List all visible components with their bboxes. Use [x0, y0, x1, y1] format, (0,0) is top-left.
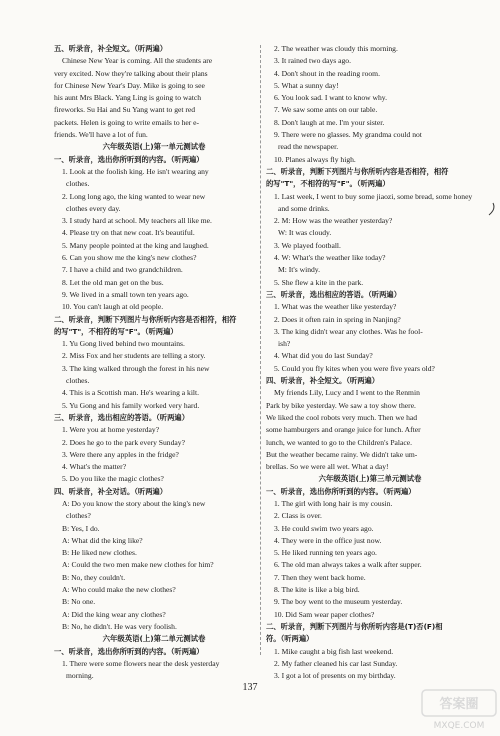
text-line: 4. Please try on that new coat. It's beautiful.: [62, 228, 195, 238]
text-line: and some drinks.: [278, 203, 330, 213]
text-line: B: Yes, I do.: [62, 523, 100, 533]
text-line: 4. W: What's the weather like today?: [274, 253, 386, 263]
text-line: 5. Do you like the magic clothes?: [62, 474, 164, 484]
text-line: 7. Then they went back home.: [274, 572, 366, 582]
text-line: 4. What's the matter?: [62, 462, 127, 472]
text-line: 7. I have a child and two grandchildren.: [62, 265, 183, 275]
text-line: 1. Last week, I went to buy some jiaozi, some bread, some honey: [274, 191, 473, 201]
text-line: 2. Does it often rain in spring in Nanjing?: [274, 314, 401, 324]
text-line: 3. He could swim two years ago.: [274, 523, 374, 533]
section-heading: 的写"T"，不相符的写"F"。（听两遍）: [54, 326, 178, 336]
text-line: 9. There were no glasses. My grandma could not: [274, 130, 422, 140]
text-line: read the newspaper.: [278, 142, 339, 152]
text-line: 5. She flew a kite in the park.: [274, 277, 364, 287]
text-line: Park by bike yesterday. We saw a toy show there.: [266, 400, 416, 410]
text-line: 4. Don't shout in the reading room.: [274, 68, 380, 78]
text-line: 1. Mike caught a big fish last weekend.: [274, 646, 394, 656]
right-column: [266, 43, 474, 682]
text-line: morning.: [66, 671, 94, 681]
text-line: A: Do you know the story about the king's new: [62, 498, 206, 508]
section-heading: 一、听录音，选出你所听到的内容。（听两遍）: [54, 646, 204, 656]
text-line: clothes?: [66, 511, 91, 521]
text-line: clothes.: [66, 376, 90, 386]
text-line: B: No, he didn't. He was very foolish.: [62, 621, 177, 631]
text-line: some hamburgers and orange juice for lunch. After: [266, 425, 421, 435]
text-line: 3. The king didn't wear any clothes. Was he fool-: [274, 326, 423, 336]
text-line: 8. Don't laugh at me. I'm your sister.: [274, 117, 385, 127]
text-line: 2. Does he go to the park every Sunday?: [62, 437, 185, 447]
text-line: his aunt Mrs Black. Yang Ling is going to watch: [54, 93, 202, 103]
pen-mark-icon: [488, 202, 496, 216]
section-heading: 的写"T"，不相符的写"F"。（听两遍）: [266, 179, 390, 189]
text-line: 9. The boy went to the museum yesterday.: [274, 597, 403, 607]
text-line: 3. I study hard at school. My teachers all like me.: [62, 216, 212, 226]
watermark-url: MXQE.COM: [433, 721, 485, 731]
text-line: 5. He liked running ten years ago.: [274, 548, 377, 558]
text-line: 3. I got a lot of presents on my birthday.: [274, 671, 396, 681]
section-heading: 三、听录音，选出相应的答语。（听两遍）: [54, 412, 189, 422]
text-line: A: Did the king wear any clothes?: [62, 609, 166, 619]
section-heading: 五、听录音，补全短文。（听两遍）: [54, 44, 168, 53]
text-line: packets. Helen is going to write emails to her e-: [54, 117, 200, 127]
text-line: 1. There were some flowers near the desk yesterday: [62, 658, 220, 668]
section-heading: 一、听录音，选出你所听到的内容。（听两遍）: [54, 154, 204, 164]
text-line: 4. What did you do last Sunday?: [274, 351, 373, 361]
text-line: very excited. Now they're talking about their plans: [54, 68, 208, 78]
text-line: 7. We saw some ants on our table.: [274, 105, 378, 115]
text-line: My friends Lily, Lucy and I went to the Renmin: [274, 388, 420, 398]
text-line: 2. My father cleaned his car last Sunday.: [274, 658, 398, 668]
text-line: 2. The weather was cloudy this morning.: [274, 44, 398, 53]
text-line: 4. This is a Scottish man. He's wearing a kilt.: [62, 388, 200, 398]
text-line: 4. They were in the office just now.: [274, 535, 382, 545]
text-line: 2. Class is over.: [274, 511, 322, 521]
text-line: 1. Were you at home yesterday?: [62, 425, 160, 435]
section-heading: 二、听录音，判断下列图片与你所听内容是否相符，相符: [54, 314, 237, 324]
test-title: 六年级英语(上)第三单元测试卷: [318, 474, 422, 484]
text-line: 9. We lived in a small town ten years ago.: [62, 289, 189, 299]
text-line: friends. We'll have a lot of fun.: [54, 130, 148, 140]
text-line: 1. What was the weather like yesterday?: [274, 302, 397, 312]
text-line: clothes.: [66, 179, 90, 189]
text-line: 5. What a sunny day!: [274, 80, 339, 90]
text-line: 3. Were there any apples in the fridge?: [62, 449, 179, 459]
text-line: 5. Yu Gong and his family worked very hard.: [62, 400, 200, 410]
text-line: clothes every day.: [66, 203, 121, 213]
section-heading: 一、听录音，选出你所听到的内容。（听两遍）: [266, 486, 416, 496]
text-line: 2. Miss Fox and her students are telling a story.: [62, 351, 206, 361]
text-line: 2. M: How was the weather yesterday?: [274, 216, 393, 226]
text-line: Chinese New Year is coming. All the students are: [62, 56, 213, 66]
text-line: 3. It rained two days ago.: [274, 56, 351, 66]
text-line: 10. Planes always fly high.: [274, 154, 356, 164]
text-line: 6. You look sad. I want to know why.: [274, 93, 387, 103]
watermark-logo: [420, 686, 498, 734]
text-line: 8. Let the old man get on the bus.: [62, 277, 164, 287]
text-line: M: It's windy.: [278, 265, 321, 275]
text-line: B: He liked new clothes.: [62, 548, 137, 558]
text-line: 1. Yu Gong lived behind two mountains.: [62, 339, 185, 349]
text-line: fireworks. Su Hai and Su Yang want to get red: [54, 105, 196, 115]
text-line: 1. The girl with long hair is my cousin.: [274, 498, 393, 508]
text-line: for Chinese New Year's Day. Mike is going to see: [54, 80, 205, 90]
text-line: lunch, we wanted to go to the Children's Palace.: [266, 437, 413, 447]
text-line: 1. Look at the foolish king. He isn't wearing any: [62, 166, 209, 176]
test-title: 六年级英语(上)第一单元测试卷: [102, 142, 206, 152]
text-line: 10. Did Sam wear paper clothes?: [274, 609, 375, 619]
text-line: 2. Long long ago, the king wanted to wear new: [62, 191, 206, 201]
text-line: A: Who could make the new clothes?: [62, 585, 176, 595]
text-line: But the weather became rainy. We didn't take um-: [266, 449, 418, 459]
text-line: ish?: [278, 339, 291, 349]
text-line: W: It was cloudy.: [278, 228, 332, 238]
section-heading: 二、听录音，判断下列图片与你所听内容是(T)否(F)相: [266, 621, 443, 631]
text-line: 6. Can you show me the king's new clothes?: [62, 253, 197, 263]
page-number: 137: [242, 682, 258, 693]
text-line: 3. We played football.: [274, 240, 341, 250]
text-line: 3. The king walked through the forest in his new: [62, 363, 210, 373]
text-line: 10. You can't laugh at old people.: [62, 302, 164, 312]
text-line: brellas. So we were all wet. What a day!: [266, 462, 389, 472]
text-line: We liked the cool robots very much. Then we had: [266, 412, 418, 422]
text-line: A: Could the two men make new clothes for him?: [62, 560, 214, 570]
section-heading: 四、听录音，补全短文。（听两遍）: [266, 376, 380, 386]
text-line: 8. The kite is like a big bird.: [274, 585, 360, 595]
section-heading: 三、听录音，选出相应的答语。（听两遍）: [266, 289, 401, 299]
text-line: B: No, they couldn't.: [62, 572, 126, 582]
watermark-text: 答案圈: [439, 697, 479, 712]
section-heading: 符。（听两遍）: [266, 634, 314, 644]
column-divider: [260, 45, 261, 655]
text-line: 5. Many people pointed at the king and laughed.: [62, 240, 209, 250]
text-line: A: What did the king like?: [62, 535, 143, 545]
section-heading: 四、听录音，补全对话。（听两遍）: [54, 486, 168, 496]
test-title: 六年级英语(上)第二单元测试卷: [102, 634, 206, 644]
left-column: [54, 43, 254, 682]
text-line: 6. The old man always takes a walk after supper.: [274, 560, 422, 570]
text-line: 5. Could you fly kites when you were five years old?: [274, 363, 435, 373]
text-line: B: No one.: [62, 597, 96, 607]
section-heading: 二、听录音，判断下列图片与你所听内容是否相符，相符: [266, 166, 449, 176]
